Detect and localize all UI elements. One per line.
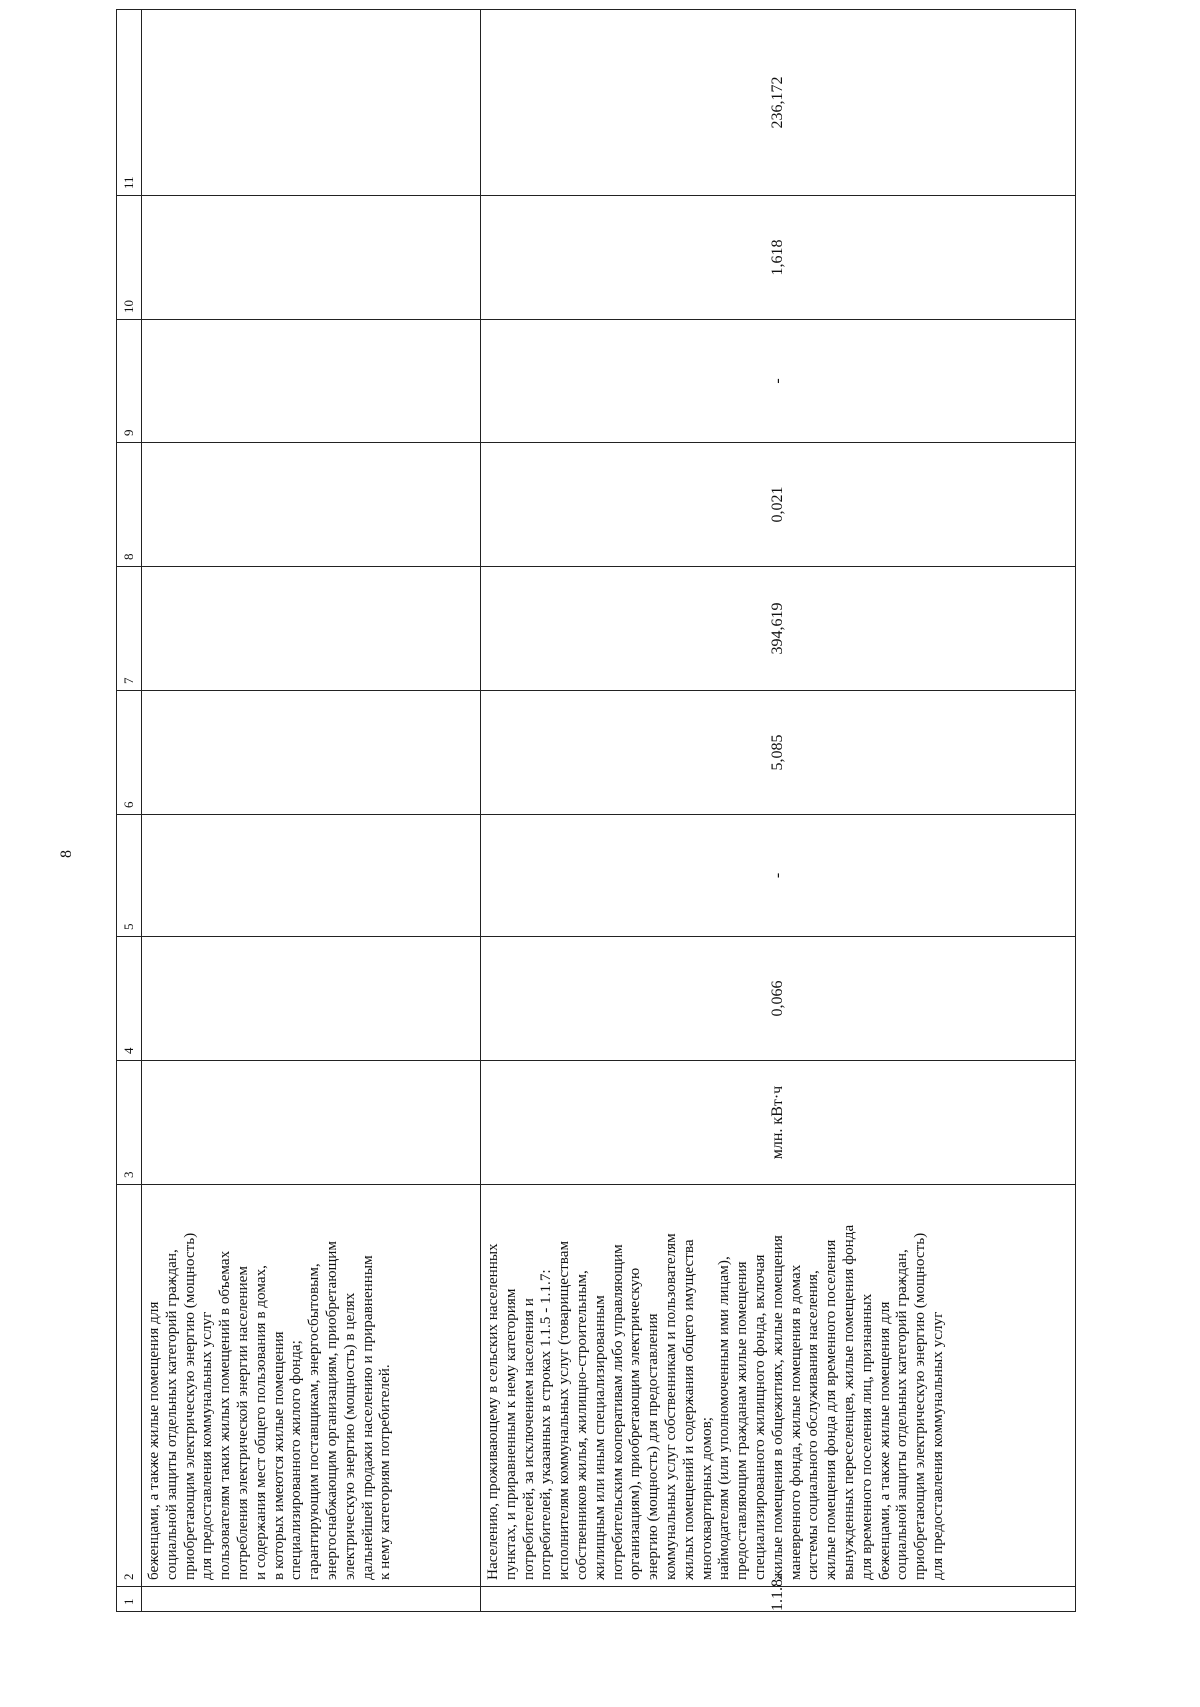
table-row	[481, 10, 1076, 1612]
tariff-table	[116, 9, 1076, 1612]
column-header: 10	[117, 196, 142, 320]
description-line: Населению, проживающему в сельских населенных	[484, 1243, 501, 1580]
column-header: 3	[117, 1061, 142, 1185]
page-number: 8	[58, 850, 75, 858]
column-header: 11	[117, 10, 142, 196]
cell-value: 394,619	[481, 567, 1076, 691]
description-line: жилых помещений и содержания общего имущества	[679, 1239, 697, 1580]
cell-value: 0,066	[481, 937, 1076, 1061]
column-header: 1	[117, 1587, 142, 1612]
description-line: собственников жилья, жилищно-строительным,	[572, 1270, 590, 1580]
cell-value	[142, 10, 481, 196]
description-line: беженцами, а также жилые помещения для	[875, 1301, 893, 1580]
cell-value	[142, 443, 481, 567]
column-header: 5	[117, 815, 142, 937]
row-code	[142, 1587, 481, 1612]
description-line: коммунальных услуг собственникам и пользователям	[661, 1233, 679, 1580]
row-description	[481, 1185, 1076, 1587]
description-line: исполнителям коммунальных услуг (товариществам	[555, 1240, 573, 1580]
description-line: маневренного фонда, жилые помещения в домах	[786, 1264, 804, 1580]
cell-value: 5,085	[481, 691, 1076, 815]
description-line: многоквартирных домов;	[697, 1417, 715, 1580]
rotated-table-frame	[116, 76, 1070, 1612]
description-line: вынужденных переселенцев, жилые помещения фонда	[839, 1224, 857, 1580]
description-line: приобретающим электрическую энергию (мощность)	[180, 1232, 198, 1580]
column-header: 7	[117, 567, 142, 691]
description-line: беженцами, а также жилые помещения для	[145, 1301, 162, 1580]
description-line: предоставляющим гражданам жилые помещения	[733, 1261, 751, 1580]
cell-value: -	[481, 320, 1076, 443]
description-line: в которых имеются жилые помещения	[269, 1331, 287, 1580]
description-line: социальной защиты отдельных категорий граждан,	[893, 1249, 911, 1580]
description-line: жилые помещения в общежитиях, жилые помещения	[768, 1235, 786, 1580]
description-line: для временного поселения лиц, признанных	[857, 1293, 875, 1580]
description-line: к нему категориям потребителей.	[376, 1364, 394, 1580]
cell-value	[142, 815, 481, 937]
row-code: 1.1.8.	[481, 1587, 1076, 1612]
rotated-table-area	[116, 76, 1070, 1612]
description-line: наймодателям (или уполномоченным ими лицам),	[715, 1256, 733, 1580]
description-line: потребления электрической энергии населением	[233, 1265, 251, 1580]
description-line: потребителей, за исключением населения и	[519, 1298, 537, 1580]
column-header: 2	[117, 1185, 142, 1587]
description-line: приобретающим электрическую энергию (мощность)	[911, 1232, 929, 1580]
description-line: электрическую энергию (мощность) в целях	[340, 1292, 358, 1580]
description-line: для предоставления коммунальных услуг	[198, 1311, 216, 1580]
column-header: 9	[117, 320, 142, 443]
description-line: гарантирующим поставщикам, энергосбытовым,	[305, 1263, 323, 1580]
cell-value	[142, 196, 481, 320]
description-line: пунктах, и приравненным к нему категориям	[501, 1288, 519, 1580]
cell-value	[142, 567, 481, 691]
description-line: социальной защиты отдельных категорий граждан,	[162, 1249, 180, 1580]
description-line: специализированного жилищного фонда, включая	[750, 1254, 768, 1580]
cell-value: -	[481, 815, 1076, 937]
row-description	[142, 1185, 481, 1587]
description-line: и содержания мест общего пользования в домах,	[251, 1265, 269, 1580]
description-line: специализированного жилого фонда;	[287, 1340, 305, 1580]
column-header: 4	[117, 937, 142, 1061]
column-header: 8	[117, 443, 142, 567]
description-line: энергию (мощность) для предоставления	[644, 1313, 662, 1580]
description-line: потребительским кооперативам либо управляющим	[608, 1244, 626, 1580]
column-header: 6	[117, 691, 142, 815]
description-line: энергоснабжающим организациям, приобретающим	[322, 1240, 340, 1580]
description-line: жилищным или иным специализированным	[590, 1295, 608, 1580]
row-unit	[142, 1061, 481, 1185]
description-line: организациям), приобретающим электрическую	[626, 1267, 644, 1580]
cell-value: 1,618	[481, 196, 1076, 320]
description-line: потребителей, указанных в строках 1.1.5 - 1.1.7:	[537, 1269, 555, 1580]
cell-value: 0,021	[481, 443, 1076, 567]
header-row	[117, 10, 142, 1612]
description-line: дальнейшей продажи населению и приравненным	[358, 1255, 376, 1580]
description-line: для предоставления коммунальных услуг	[928, 1311, 946, 1580]
cell-value: 236,172	[481, 10, 1076, 196]
row-unit: млн. кВт·ч	[481, 1061, 1076, 1185]
table-row	[142, 10, 481, 1612]
description-line: пользователям таких жилых помещений в объемах	[216, 1250, 234, 1580]
cell-value	[142, 320, 481, 443]
cell-value	[142, 937, 481, 1061]
description-line: системы социального обслуживания населения,	[804, 1270, 822, 1580]
cell-value	[142, 691, 481, 815]
description-line: жилые помещения фонда для временного поселения	[822, 1239, 840, 1580]
